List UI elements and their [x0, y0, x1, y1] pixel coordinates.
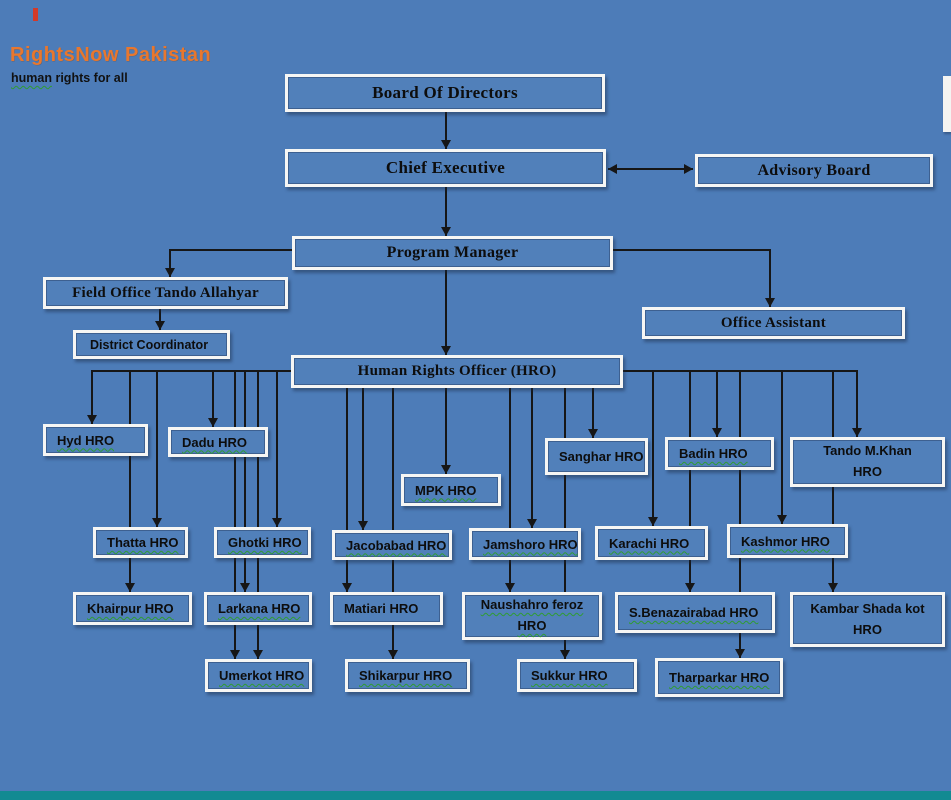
- s-benazairabad-hro-box: [615, 592, 775, 633]
- advisory-board-label: Advisory Board: [757, 161, 871, 179]
- connector-line: [170, 249, 292, 251]
- arrowhead-down-icon: [441, 140, 451, 149]
- dadu-hro-label: Dadu HRO: [182, 434, 247, 450]
- karachi-hro-label: Karachi HRO: [609, 535, 690, 551]
- matiari-hro-box: [330, 592, 443, 625]
- human-rights-officer-box: [291, 355, 623, 388]
- khairpur-hro-label: Khairpur HRO: [87, 601, 174, 616]
- sukkur-hro-box: [517, 659, 637, 692]
- arrowhead-down-icon: [155, 321, 165, 330]
- connector-line: [129, 370, 131, 592]
- arrowhead-down-icon: [272, 518, 282, 527]
- board-of-directors-label: Board Of Directors: [372, 83, 518, 102]
- arrowhead-down-icon: [240, 583, 250, 592]
- khairpur-hro-box: [73, 592, 192, 625]
- arrowhead-down-icon: [828, 583, 838, 592]
- umerkot-hro-box: [205, 659, 312, 692]
- arrowhead-down-icon: [712, 428, 722, 437]
- matiari-hro-label: Matiari HRO: [344, 601, 419, 616]
- sukkur-hro-label: Sukkur HRO: [531, 668, 608, 683]
- arrowhead-down-icon: [388, 650, 398, 659]
- bottom-teal-bar: [0, 791, 951, 800]
- arrowhead-down-icon: [441, 465, 451, 474]
- kambar-shada-kot-hro-label-2: HRO: [853, 621, 882, 637]
- tando-mkhan-hro-label-2: HRO: [853, 464, 882, 479]
- arrowhead-down-icon: [560, 650, 570, 659]
- kambar-shada-kot-hro-label: Kambar Shada kot: [810, 600, 925, 616]
- karachi-hro-box: [595, 526, 708, 560]
- arrowhead-down-icon: [852, 428, 862, 437]
- connector-line: [362, 388, 364, 530]
- tando-mkhan-hro-box: [790, 437, 945, 487]
- arrowhead-left-icon: [608, 164, 617, 174]
- right-edge-white-strip: [943, 76, 951, 132]
- arrowhead-down-icon: [777, 515, 787, 524]
- office-assistant-box: [642, 307, 905, 339]
- connector-line: [445, 388, 447, 474]
- connector-line: [346, 388, 348, 592]
- chief-executive-box: [285, 149, 606, 187]
- arrowhead-down-icon: [342, 583, 352, 592]
- arrowhead-down-icon: [685, 583, 695, 592]
- program-manager-label: Program Manager: [386, 244, 519, 261]
- mpk-hro-box: [401, 474, 501, 506]
- badin-hro-box: [665, 437, 774, 470]
- connector-line: [531, 388, 533, 528]
- thatta-hro-box: [93, 527, 188, 558]
- shikarpur-hro-label: Shikarpur HRO: [359, 668, 453, 683]
- larkana-hro-box: [204, 592, 312, 625]
- arrowhead-down-icon: [441, 227, 451, 236]
- red-cursor-mark: [33, 8, 38, 21]
- arrowhead-down-icon: [588, 429, 598, 438]
- hyd-hro-box: [43, 424, 148, 456]
- human-rights-officer-label: Human Rights Officer (HRO): [357, 363, 557, 379]
- connector-line: [91, 370, 291, 372]
- arrowhead-down-icon: [87, 415, 97, 424]
- jacobabad-hro-label: Jacobabad HRO: [346, 537, 447, 553]
- tharparkar-hro-label: Tharparkar HRO: [669, 670, 770, 685]
- connector-line: [509, 388, 511, 592]
- field-office-tando-allahyar-box: [43, 277, 288, 309]
- jamshoro-hro-box: [469, 528, 581, 560]
- advisory-board-box: [695, 154, 933, 187]
- chief-executive-label: Chief Executive: [385, 158, 506, 177]
- tharparkar-hro-box: [655, 658, 783, 697]
- field-office-tando-allahyar-label: Field Office Tando Allahyar: [72, 284, 259, 301]
- connector-line: [613, 249, 770, 251]
- naushahro-feroz-hro-label: Naushahro feroz: [480, 597, 584, 613]
- sanghar-hro-label: Sanghar HRO: [559, 449, 644, 464]
- connector-line: [276, 370, 278, 527]
- connector-line: [156, 370, 158, 527]
- office-assistant-label: Office Assistant: [720, 314, 827, 331]
- arrowhead-down-icon: [253, 650, 263, 659]
- arrowhead-down-icon: [505, 583, 515, 592]
- hyd-hro-label: Hyd HRO: [57, 432, 115, 448]
- jamshoro-hro-label: Jamshoro HRO: [483, 536, 578, 552]
- arrowhead-down-icon: [230, 650, 240, 659]
- thatta-hro-label: Thatta HRO: [107, 535, 179, 550]
- district-coordinator-label: District Coordinator: [90, 337, 209, 352]
- logo-tagline: [11, 71, 128, 85]
- naushahro-feroz-hro-label-2: HRO: [517, 618, 547, 633]
- logo-title: RightsNow Pakistan: [10, 44, 212, 66]
- arrowhead-down-icon: [527, 519, 537, 528]
- kambar-shada-kot-hro-box: [790, 592, 945, 647]
- s-benazairabad-hro-label: S.Benazairabad HRO: [629, 605, 759, 620]
- connector-line: [856, 370, 858, 437]
- umerkot-hro-label: Umerkot HRO: [219, 668, 305, 683]
- connector-line: [781, 370, 783, 524]
- ghotki-hro-box: [214, 527, 311, 558]
- connector-line: [244, 370, 246, 592]
- arrowhead-down-icon: [648, 517, 658, 526]
- shikarpur-hro-box: [345, 659, 470, 692]
- sanghar-hro-box: [545, 438, 648, 475]
- connector-line: [445, 270, 447, 355]
- arrowhead-down-icon: [765, 298, 775, 307]
- program-manager-box: [292, 236, 613, 270]
- connector-line: [652, 370, 654, 526]
- connector-line: [608, 168, 693, 170]
- naushahro-feroz-hro-box: [462, 592, 602, 640]
- logo-tagline-rest: rights for all: [55, 71, 128, 85]
- arrowhead-down-icon: [358, 521, 368, 530]
- arrowhead-down-icon: [208, 418, 218, 427]
- dadu-hro-box: [168, 427, 268, 457]
- arrowhead-down-icon: [441, 346, 451, 355]
- board-of-directors-box: [285, 74, 605, 112]
- badin-hro-label: Badin HRO: [679, 446, 748, 461]
- larkana-hro-label: Larkana HRO: [218, 601, 301, 616]
- arrowhead-down-icon: [125, 583, 135, 592]
- mpk-hro-label: MPK HRO: [415, 482, 477, 498]
- tando-mkhan-hro-label: Tando M.Khan: [823, 443, 912, 459]
- arrowhead-down-icon: [165, 268, 175, 277]
- kashmor-hro-box: [727, 524, 848, 558]
- arrowhead-right-icon: [684, 164, 693, 174]
- kashmor-hro-label: Kashmor HRO: [741, 533, 830, 549]
- jacobabad-hro-box: [332, 530, 452, 560]
- district-coordinator-box: [73, 330, 230, 359]
- logo-tagline-word: human: [11, 71, 52, 85]
- ghotki-hro-label: Ghotki HRO: [228, 535, 302, 550]
- connector-line: [716, 370, 718, 437]
- arrowhead-down-icon: [735, 649, 745, 658]
- arrowhead-down-icon: [152, 518, 162, 527]
